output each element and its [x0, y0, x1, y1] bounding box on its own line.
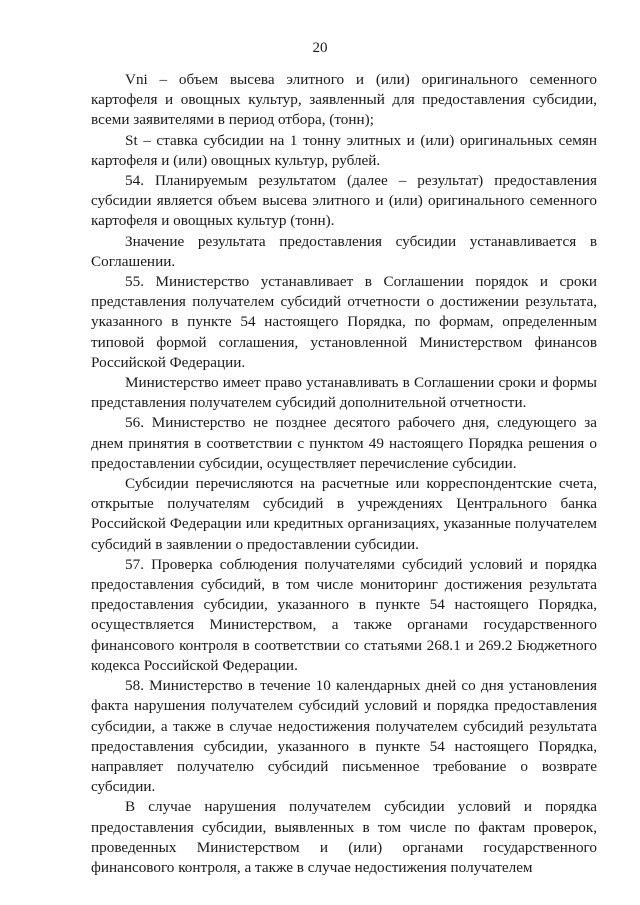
- paragraph-vni-definition: Vni – объем высева элитного и (или) оригинального семенного картофеля и овощных культур, заявленный для предоставления субсидии, всеми заявителями в период отбора, (тонн);: [91, 71, 597, 129]
- paragraph-55: 55. Министерство устанавливает в Соглашении порядок и сроки представления получателем субсидий отчетности о достижении результата, указанного в пункте 54 настоящего Порядка, по формам, определенным типовой формой соглашения, установленной Министерством финансов Российской Федерации.: [91, 273, 597, 371]
- paragraph-58: 58. Министерство в течение 10 календарных дней со дня установления факта нарушения получателем субсидий условий и порядка предоставления субсидии, а также в случае недостижения получателем субсидий результата предоставления субсидии, указанного в пункте 54 настоящего Порядка, направляет получателю субсидий письменное требование о возврате субсидии.: [91, 677, 597, 796]
- paragraph-result-value: Значение результата предоставления субсидии устанавливается в Соглашении.: [91, 232, 597, 270]
- paragraph-57: 57. Проверка соблюдения получателями субсидий условий и порядка предоставления субсидий, в том числе мониторинг достижения результата предоставления субсидии, указанного в пункте 54 настоящего Порядка, осуществляется Министерством, а также органами государственного финансового контроля в соответствии со статьями 268.1 и 269.2 Бюджетного кодекса Российской Федерации.: [91, 555, 597, 674]
- paragraph-additional-reporting: Министерство имеет право устанавливать в Соглашении сроки и формы представления получателем субсидий дополнительной отчетности.: [91, 374, 597, 412]
- document-body: [91, 70, 597, 878]
- paragraph-56: 56. Министерство не позднее десятого рабочего дня, следующего за днем принятия в соответствии с пунктом 49 настоящего Порядка решения о предоставлении субсидии, осуществляет перечисление субсидии.: [91, 414, 597, 472]
- paragraph-54: 54. Планируемым результатом (далее – результат) предоставления субсидии является объем высева элитного и (или) оригинального семенного картофеля и овощных культур (тонн).: [91, 172, 597, 230]
- paragraph-transfer-accounts: Субсидии перечисляются на расчетные или корреспондентские счета, открытые получателям субсидий в учреждениях Центрального банка Российской Федерации или кредитных организациях, указанные получателем субсидий в заявлении о предоставлении субсидии.: [91, 475, 597, 553]
- paragraph-st-definition: St – ставка субсидии на 1 тонну элитных и (или) оригинальных семян картофеля и (или) овощных культур, рублей.: [91, 131, 597, 169]
- paragraph-violation-case: В случае нарушения получателем субсидии условий и порядка предоставления субсидии, выявленных в том числе по фактам проверок, проведенных Министерством и (или) органами государственного финансового контроля, а также в случае недостижения получателем: [91, 798, 597, 876]
- page-number: 20: [312, 40, 328, 56]
